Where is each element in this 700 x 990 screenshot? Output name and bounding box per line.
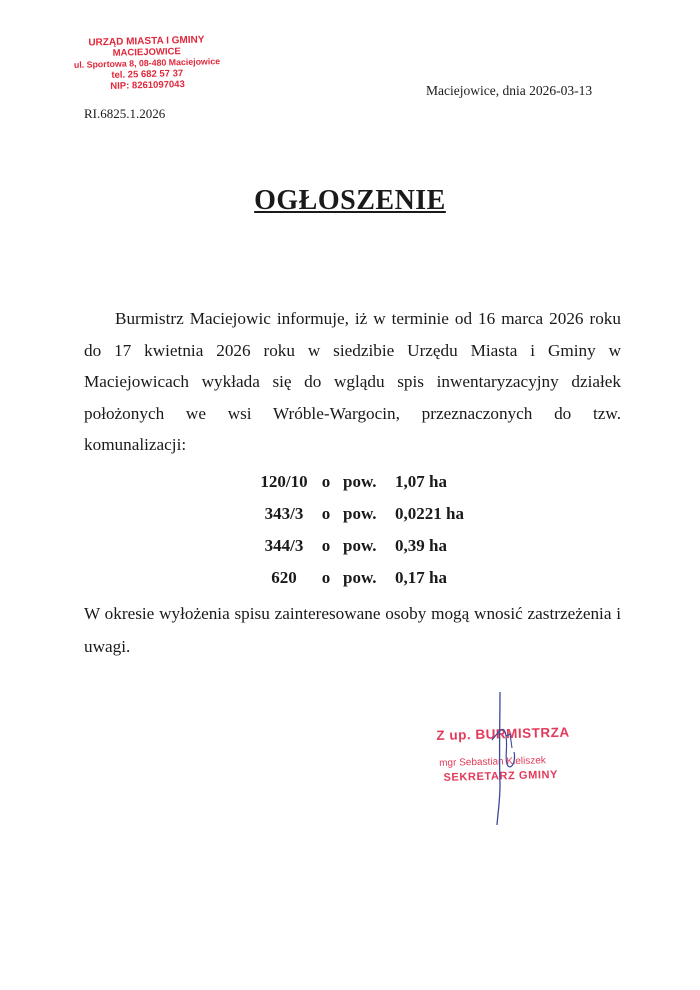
office-stamp-phone: tel. 25 682 57 37 — [111, 68, 184, 81]
signature-stamp-title: Z up. BURMISTRZA — [436, 724, 570, 744]
reference-number: RI.6825.1.2026 — [84, 106, 166, 121]
parcel-number: 120/10 — [260, 472, 308, 491]
parcel-area: 0,0221 ha — [395, 504, 464, 523]
parcel-row — [255, 466, 464, 498]
parcel-pow: pow. — [343, 504, 377, 523]
office-stamp-nip: NIP: 8261097043 — [110, 79, 185, 92]
office-stamp-town: MACIEJOWICE — [112, 46, 181, 59]
signature-stamp-role: SEKRETARZ GMINY — [443, 768, 559, 784]
parcel-area: 1,07 ha — [395, 472, 447, 491]
parcel-list — [255, 466, 464, 594]
parcel-row — [255, 530, 464, 562]
parcel-area: 0,39 ha — [395, 536, 447, 555]
closing-paragraph: W okresie wyłożenia spisu zainteresowane osoby mogą wnosić zastrzeżenia i uwagi. — [84, 604, 621, 656]
parcel-o: o — [321, 568, 331, 587]
signature-stamp-name: mgr Sebastian Kieliszek — [439, 755, 546, 769]
announcement-body — [84, 303, 621, 461]
date-line: Maciejowice, dnia 2026-03-13 — [426, 83, 593, 98]
office-stamp-address: ul. Sportowa 8, 08-480 Maciejowice — [73, 56, 221, 70]
parcel-pow: pow. — [343, 568, 377, 587]
office-stamp-name: URZĄD MIASTA I GMINY — [88, 34, 205, 49]
parcel-number: 344/3 — [264, 536, 304, 555]
parcel-pow: pow. — [343, 472, 377, 491]
parcel-o: o — [321, 504, 331, 523]
parcel-pow: pow. — [343, 536, 377, 555]
body-paragraph: Burmistrz Maciejowic informuje, iż w terminie od 16 marca 2026 roku do 17 kwietnia 2026 roku w siedzibie Urzędu Miasta i Gminy w Maciejowicach wykłada się do wglądu spis inwentaryzacyjny działek położonych we wsi Wróble-Wargocin, przeznaczonych do tzw. komunalizacji: — [84, 309, 621, 455]
parcel-row — [255, 562, 464, 594]
office-stamp — [51, 34, 242, 94]
handwritten-signature — [470, 690, 540, 830]
parcel-number: 343/3 — [264, 504, 304, 523]
parcel-o: o — [321, 536, 331, 555]
parcel-row — [255, 498, 464, 530]
page-title: OGŁOSZENIE — [254, 185, 446, 216]
parcel-area: 0,17 ha — [395, 568, 447, 587]
parcel-o: o — [321, 472, 331, 491]
parcel-number: 620 — [271, 568, 297, 587]
